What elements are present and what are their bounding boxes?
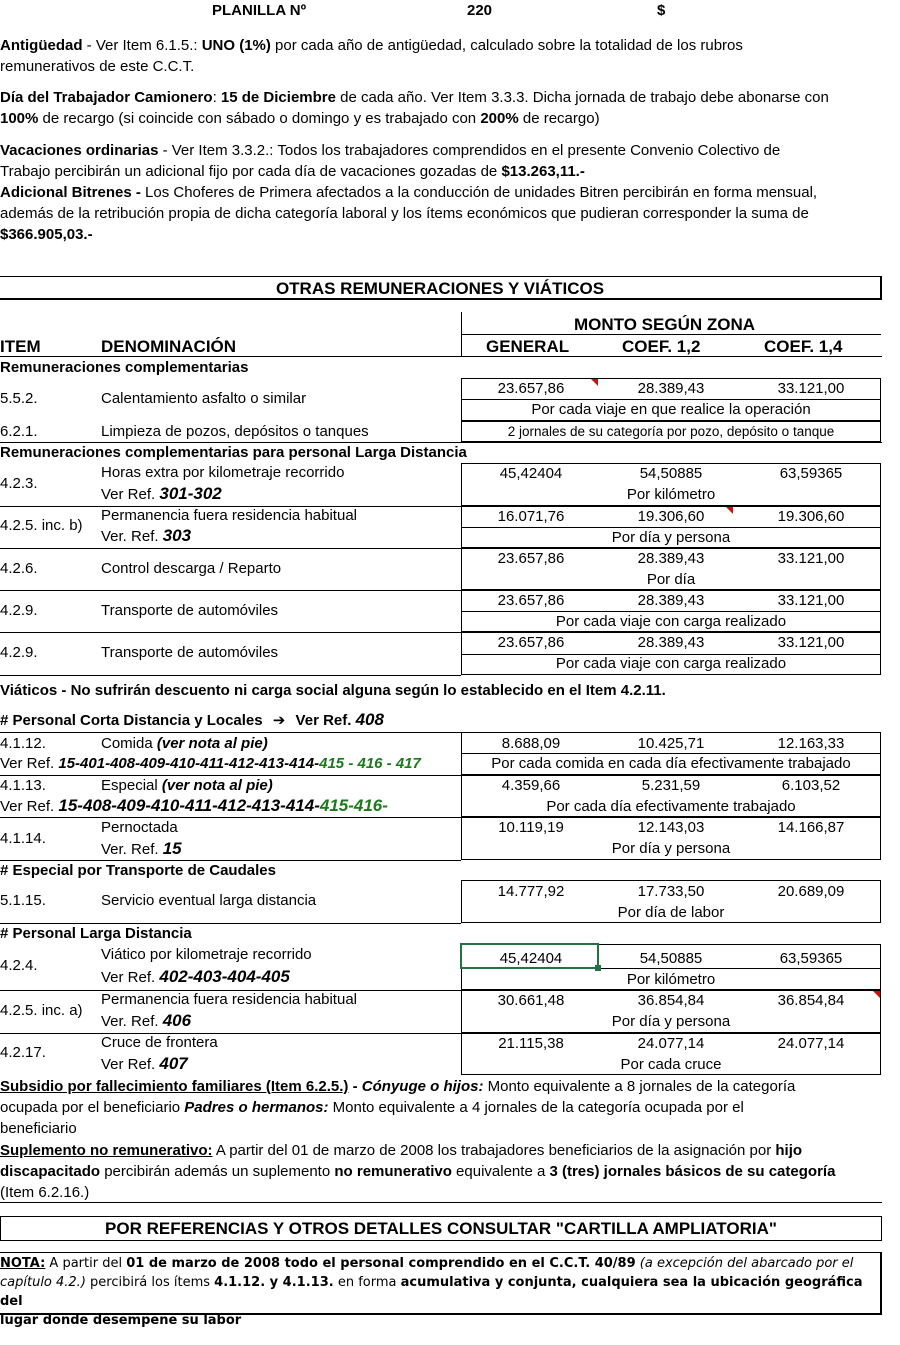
den-5115: Servicio eventual larga distancia [101,892,317,909]
group-rem-larga: Remuneraciones complementarias para personal Larga Distancia [0,444,467,461]
coef14-4112: 12.163,33 [777,735,845,752]
coef14-426: 33.121,00 [777,550,845,567]
general-423: 45,42404 [499,465,563,482]
item-4112: 4.1.12. [0,735,46,752]
note-5115: Por día de labor [617,904,725,921]
subsidio-dash: - [348,1078,362,1095]
note-429b: Por cada viaje con carga realizado [555,655,787,672]
line-425b-mid [461,527,881,528]
coef14-423: 63,59365 [779,465,843,482]
footer-divider [0,1202,882,1203]
item-425b: 4.2.5. inc. b) [0,517,83,534]
den-label: Especial [101,777,158,794]
nota-label: NOTA: [0,1256,46,1271]
den-423: Horas extra por kilometraje recorrido [101,464,345,481]
item-621: 6.2.1. [0,423,38,440]
note-423: Por kilómetro [626,486,716,503]
subsidio-text1: Monto equivalente a 8 jornales de la categoría [483,1078,796,1095]
line-426-top [0,548,461,549]
general-header: GENERAL [486,337,570,356]
dia-text1: : [212,89,221,106]
suplemento-paragraph [0,1140,880,1203]
coef14-552: 33.121,00 [777,380,845,397]
nota-paren: (a excepción del abarcado por el [635,1256,854,1271]
section-title: OTRAS REMUNERACIONES Y VIÁTICOS [275,279,605,298]
general-5115: 14.777,92 [497,883,565,900]
antiguedad-line2: remunerativos de este C.C.T. [0,58,195,75]
coef12-423: 54,50885 [639,465,703,482]
section-top-line [0,276,882,277]
vacaciones-title: Vacaciones ordinarias [0,142,159,159]
nota-text3: en forma [333,1275,401,1290]
coef14-4217: 24.077,14 [777,1035,845,1052]
line-4114-bottom [0,860,461,861]
coef14-424: 63,59365 [779,950,843,967]
item-4217: 4.2.17. [0,1044,46,1061]
ref-4217 [101,1054,188,1074]
vacaciones-text2: Trabajo percibirán un adicional fijo por cada día de vacaciones gozadas de [0,163,502,180]
ref-label: Ver Ref. [101,969,156,986]
item-header: ITEM [0,337,41,356]
general-425b: 16.071,76 [497,508,565,525]
coef14-header: COEF. 1,4 [764,337,843,356]
nota-bold-rest: acumulativa y conjunta, cualquiera sea la ubicación geográfica del [0,1275,863,1309]
item-429b: 4.2.9. [0,644,38,661]
dia-date: 15 de Diciembre [220,89,336,106]
currency-symbol: $ [657,2,666,19]
line-4113-top [0,775,461,776]
ref-label: Ver Ref. [101,1056,156,1073]
line-429b-top [0,632,461,633]
coef14-429b: 33.121,00 [777,634,845,651]
coef12-429b: 28.389,43 [637,634,705,651]
item-425a: 4.2.5. inc. a) [0,1002,83,1019]
ref-number-green: 415-416- [319,796,388,815]
den-429b: Transporte de automóviles [101,644,279,661]
den-425a: Permanencia fuera residencia habitual [101,991,357,1008]
dia-text2: de cada año. Ver Item 3.3.3. Dicha jornada de trabajo debe abonarse con [335,89,829,106]
ref-label: Ver Ref. [101,486,156,503]
antiguedad-text: - Ver Item 6.1.5.: [82,37,202,54]
antiguedad-percent: UNO (1%) [201,37,271,54]
ref-425b [101,526,191,546]
group-larga: # Personal Larga Distancia [0,925,192,942]
subsidio-padres: Padres o hermanos: [184,1099,329,1116]
coef12-425b: 19.306,60 [637,508,705,525]
coef14-4114: 14.166,87 [777,819,845,836]
item-423: 4.2.3. [0,475,38,492]
arrow-icon: ➔ [272,712,286,729]
vacaciones-text1: - Ver Item 3.3.2.: Todos los trabajadores comprendidos en el presente Convenio Colectivo de [158,142,781,159]
suplemento-text1: A partir del 01 de marzo de 2008 los trabajadores beneficiarios de la asignación por [212,1142,776,1159]
suplemento-text2: percibirán además un suplemento [100,1163,335,1180]
ref-number: 15-408-409-410-411-412-413-414- [58,796,320,815]
line-5115-bottom [0,923,461,924]
note-552: Por cada viaje en que realice la operación [531,401,811,418]
nota-line3: lugar donde desempeñe su labor [0,1313,242,1328]
monto-header: MONTO SEGÚN ZONA [574,315,756,334]
note-4217: Por cada cruce [620,1056,722,1073]
den-621: Limpieza de pozos, depósitos o tanques [101,423,369,440]
ref-number: 406 [162,1011,192,1030]
dia-percent100: 100% [0,110,39,127]
note-426: Por día [646,571,696,588]
general-424: 45,42404 [499,950,563,967]
coef12-5115: 17.733,50 [637,883,705,900]
line-4217-top [0,1033,461,1034]
nota-paren2: capítulo 4.2.) [0,1275,86,1290]
ref-number: 301-302 [159,484,222,503]
section-bottom-line [0,298,882,300]
item-429a: 4.2.9. [0,602,38,619]
referencias-text: POR REFERENCIAS Y OTROS DETALLES CONSULTAR "CARTILLA AMPLIATORIA" [105,1219,777,1238]
general-4217: 21.115,38 [498,1035,564,1052]
subsidio-text4: beneficiario [0,1120,77,1137]
section-right-border [880,276,882,299]
corta-ref-label: Ver Ref. [295,712,352,729]
nota-paragraph [0,1254,878,1330]
ref-4112 [0,755,421,772]
den-4112 [101,735,268,752]
suplemento-title: Suplemento no remunerativo: [0,1142,213,1159]
coef12-4113: 5.231,59 [641,777,701,794]
den-4114: Pernoctada [101,819,178,836]
dia-title: Día del Trabajador Camionero [0,89,213,106]
nota-date: 01 de marzo de 2008 todo el personal comprendido en el C.C.T. 40/89 [126,1256,636,1271]
subsidio-text3: Monto equivalente a 4 jornales de la categoría ocupada por el [328,1099,744,1116]
suplemento-jornales: 3 (tres) jornales básicos de su categoría [549,1163,836,1180]
group-corta [0,710,384,730]
den-425b: Permanencia fuera residencia habitual [101,507,357,524]
line-621-bottom [0,442,882,443]
nota-text2: percibirá los ítems [85,1275,215,1290]
antiguedad-title: Antigüedad [0,37,83,54]
comment-marker [873,991,880,998]
den-4217: Cruce de frontera [101,1034,218,1051]
ref-label: Ver. Ref. [101,841,159,858]
subsidio-title: Subsidio por fallecimiento familiares (Item 6.2.5.) [0,1078,349,1095]
den-4113 [101,777,273,794]
general-4114: 10.119,19 [498,819,564,836]
item-4113: 4.1.13. [0,777,46,794]
ref-label: Ver. Ref. [101,1013,159,1030]
general-429b: 23.657,86 [497,634,565,651]
line-429a-mid [461,611,881,612]
den-552: Calentamiento asfalto o similar [101,390,307,407]
bitrenes-text1: Los Choferes de Primera afectados a la conducción de unidades Bitren percibirán en forma mensual, [145,184,818,201]
planilla-label: PLANILLA Nº [212,2,307,19]
coef12-552: 28.389,43 [637,380,705,397]
coef12-429a: 28.389,43 [637,592,705,609]
dia-text3: de recargo (si coincide con sábado o domingo y es trabajado con [38,110,481,127]
ref-4113 [0,796,388,816]
ref-number-green: 415 - 416 - 417 [319,755,421,772]
den-note: (ver nota al pie) [156,735,268,752]
comment-marker [726,507,733,514]
bitrenes-title: Adicional Bitrenes - [0,184,146,201]
monto-underline [461,334,881,335]
line-552-mid [461,399,881,400]
line-4112-mid [461,753,881,754]
corta-title: # Personal Corta Distancia y Locales [0,712,263,729]
coef14-4113: 6.103,52 [781,777,841,794]
group-caudales: # Especial por Transporte de Caudales [0,862,276,879]
den-426: Control descarga / Reparto [101,560,282,577]
comment-marker [591,379,598,386]
coef12-426: 28.389,43 [637,550,705,567]
note-429a: Por cada viaje con carga realizado [555,613,787,630]
general-4113: 4.359,66 [501,777,561,794]
item-4114: 4.1.14. [0,830,46,847]
item-426: 4.2.6. [0,560,38,577]
ref-number: 402-403-404-405 [159,967,290,986]
line-4112-top [0,732,461,733]
line-429b-bottom [0,675,461,676]
den-label: Comida [101,735,153,752]
item-5115: 5.1.15. [0,892,46,909]
ref-label: Ver Ref. [0,755,55,772]
den-424: Viático por kilometraje recorrido [101,946,312,963]
ref-number: 407 [159,1054,188,1073]
note-4113: Por cada día efectivamente trabajado [546,798,796,815]
den-note: (ver nota al pie) [161,777,273,794]
vacaciones-paragraph [0,140,880,245]
ref-label: Ver. Ref. [101,528,159,545]
general-426: 23.657,86 [497,550,565,567]
subsidio-text2: ocupada por el beneficiario [0,1099,185,1116]
denominacion-header: DENOMINACIÓN [101,337,237,356]
general-552: 23.657,86 [497,380,565,397]
suplemento-text4: (Item 6.2.16.) [0,1184,90,1201]
subsidio-conyuge: Cónyuge o hijos: [361,1078,484,1095]
ref-4114 [101,839,182,859]
coef14-425a: 36.854,84 [777,992,845,1009]
ref-number: 15-401-408-409-410-411-412-413-414- [58,755,320,772]
suplemento-text3: equivalente a [451,1163,550,1180]
coef12-header: COEF. 1,2 [622,337,701,356]
bitrenes-amount: $366.905,03.- [0,226,93,243]
group-viaticos: Viáticos - No sufrirán descuento ni carga social alguna según lo establecido en el Item 4.2.11. [0,682,666,699]
ref-number: 303 [162,526,192,545]
coef12-4112: 10.425,71 [637,735,705,752]
den-429a: Transporte de automóviles [101,602,279,619]
coef14-429a: 33.121,00 [777,592,845,609]
suplemento-disc: discapacitado [0,1163,101,1180]
ref-label: Ver Ref. [0,798,55,815]
dia-text4: de recargo) [518,110,600,127]
coef14-5115: 20.689,09 [777,883,845,900]
corta-ref-number: 408 [355,710,384,729]
suplemento-noremu: no remunerativo [334,1163,452,1180]
general-429a: 23.657,86 [497,592,565,609]
coef12-424: 54,50885 [639,950,703,967]
note-621: 2 jornales de su categoría por pozo, depósito o tanque [507,424,835,439]
antiguedad-text2: por cada año de antigüedad, calculado sobre la totalidad de los rubros [270,37,743,54]
note-424: Por kilómetro [626,971,716,988]
item-424: 4.2.4. [0,957,38,974]
coef12-4114: 12.143,03 [637,819,705,836]
coef12-4217: 24.077,14 [637,1035,705,1052]
note-4114: Por día y persona [611,840,731,857]
header-bottom-line [0,356,882,357]
note-4112: Por cada comida en cada día efectivamente trabajado [491,755,851,772]
bitrenes-text2: además de la retribución propia de dicha categoría laboral y los ítems económicos que pudieran corresponder la suma de [0,205,809,222]
ref-425a [101,1011,191,1031]
nota-items: 4.1.12. y 4.1.13. [214,1275,334,1290]
suplemento-hijo: hijo [775,1142,803,1159]
dia-percent200: 200% [480,110,519,127]
line-429a-top [0,590,461,591]
ref-number: 15 [162,839,182,858]
nota-text1: A partir del [45,1256,127,1271]
ref-423 [101,484,222,504]
subsidio-paragraph [0,1076,880,1139]
general-425a: 30.661,48 [497,992,565,1009]
coef12-425a: 36.854,84 [637,992,705,1009]
note-425a: Por día y persona [611,1013,731,1030]
planilla-number: 220 [467,2,493,19]
note-425b: Por día y persona [611,529,731,546]
dia-trabajador-paragraph [0,87,880,129]
group-rem-comp: Remuneraciones complementarias [0,359,249,376]
line-4114-top [0,817,461,818]
coef14-425b: 19.306,60 [777,508,845,525]
antiguedad-paragraph [0,35,880,77]
vacaciones-amount: $13.263,11.- [501,163,585,180]
general-4112: 8.688,09 [501,735,561,752]
ref-424 [101,967,290,987]
item-552: 5.5.2. [0,390,38,407]
